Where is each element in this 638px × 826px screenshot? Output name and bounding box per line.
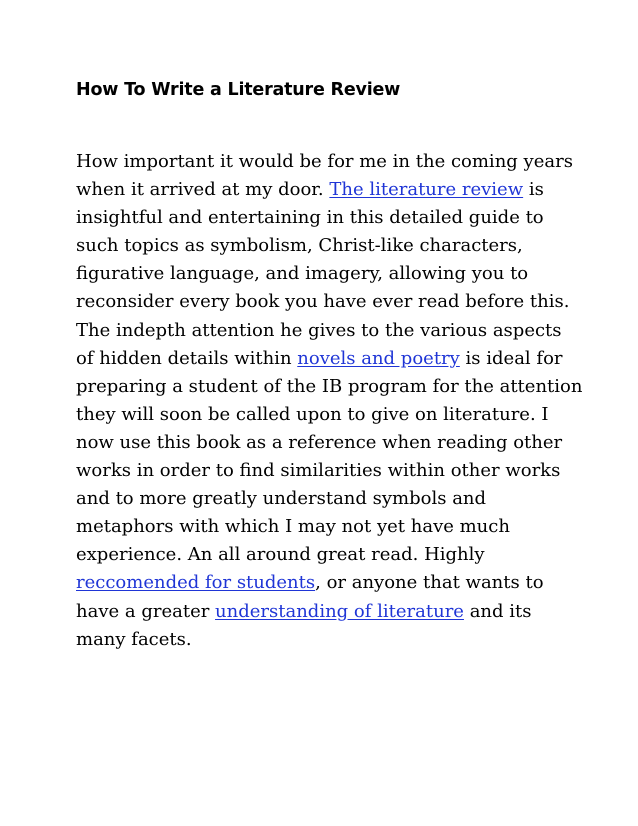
text-line [76, 457, 576, 485]
text-line [76, 204, 576, 232]
text-line [76, 401, 576, 429]
text-segment: figurative language, and imagery, allowing you to [76, 263, 529, 285]
text-line [76, 232, 576, 260]
text-segment: preparing a student of the IB program for the attention [76, 375, 583, 397]
text-segment: insightful and entertaining in this detailed guide to [76, 207, 544, 229]
text-segment: metaphors with which I may not yet have much [76, 516, 510, 538]
text-segment: such topics as symbolism, Christ-like characters, [76, 235, 523, 257]
text-line [76, 429, 576, 457]
text-segment: works in order to find similarities within other works [76, 460, 561, 482]
inline-link[interactable]: reccomended for students [76, 572, 316, 594]
inline-link[interactable]: The literature review [329, 179, 524, 201]
text-segment: reconsider every book you have ever read before this. [76, 291, 570, 313]
text-segment: have a greater [76, 600, 216, 622]
text-line [76, 345, 576, 373]
page-title: How To Write a Literature Review [76, 80, 401, 100]
text-segment: of hidden details within [76, 347, 298, 369]
text-line [76, 598, 576, 626]
text-line [76, 569, 576, 597]
text-line [76, 176, 576, 204]
inline-link[interactable]: understanding of literature [215, 600, 464, 622]
article-body [76, 148, 583, 654]
text-segment: The indepth attention he gives to the various aspects [76, 319, 562, 341]
text-segment: now use this book as a reference when reading other [76, 431, 563, 453]
text-segment: experience. An all around great read. Highly [76, 544, 485, 566]
text-line [76, 288, 576, 316]
text-segment: is [523, 179, 544, 201]
text-segment: is ideal for [459, 347, 563, 369]
text-segment: when it arrived at my door. [76, 179, 330, 201]
text-segment: , or anyone that wants to [315, 572, 544, 594]
text-segment: and its [463, 600, 532, 622]
inline-link[interactable]: novels and poetry [297, 347, 460, 369]
text-line [76, 626, 576, 654]
text-line [76, 260, 576, 288]
text-segment: and to more greatly understand symbols and [76, 488, 487, 510]
text-line [76, 373, 583, 401]
text-line [76, 513, 576, 541]
text-line [76, 541, 576, 569]
text-segment: many facets. [76, 628, 192, 650]
text-segment: they will soon be called upon to give on literature. I [76, 403, 549, 425]
text-segment: How important it would be for me in the coming years [76, 151, 573, 172]
text-line [76, 317, 576, 345]
text-line [76, 485, 576, 513]
text-line [76, 148, 576, 176]
